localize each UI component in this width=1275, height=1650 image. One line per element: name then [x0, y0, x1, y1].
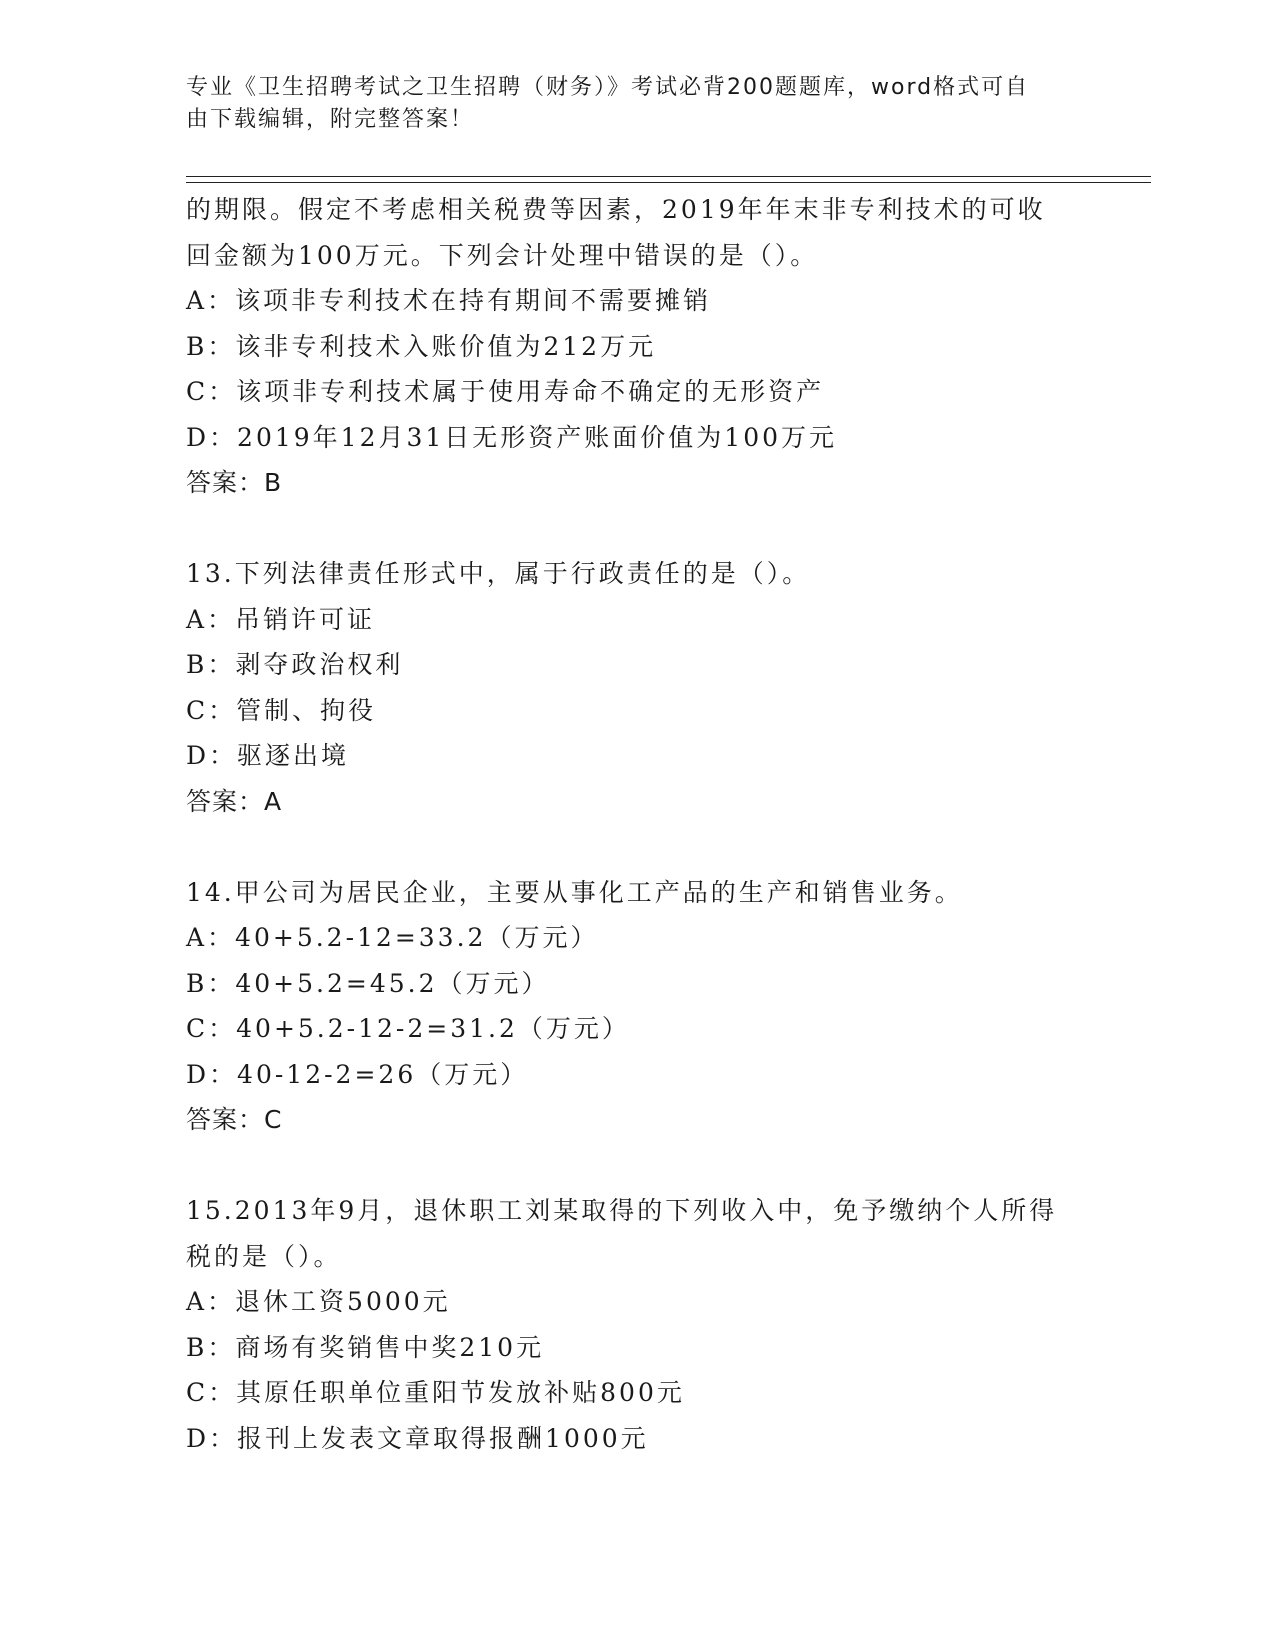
- question-stem-line: 14.甲公司为居民企业，主要从事化工产品的生产和销售业务。: [186, 877, 963, 907]
- option-a: A：退休工资5000元: [186, 1287, 451, 1316]
- option-a: A：40+5.2-12=33.2（万元）: [186, 923, 599, 952]
- header-line-1: 专业《卫生招聘考试之卫生招聘（财务）》考试必背200题题库，word格式可自: [186, 75, 1030, 100]
- option-b: B：40+5.2=45.2（万元）: [186, 968, 550, 998]
- document-header: [186, 72, 1066, 136]
- header-rule-bottom: [186, 182, 1151, 183]
- option-c: C：其原任职单位重阳节发放补贴800元: [186, 1378, 685, 1407]
- question-14: [186, 870, 1086, 1143]
- option-b: B：商场有奖销售中奖210元: [186, 1332, 545, 1362]
- spacer: [186, 1143, 1086, 1189]
- answer-line: 答案：A: [186, 786, 283, 816]
- question-stem-line: 15.2013年9月，退休职工刘某取得的下列收入中，免予缴纳个人所得: [186, 1196, 1058, 1225]
- option-d: D：报刊上发表文章取得报酬1000元: [186, 1423, 649, 1453]
- option-c: C：40+5.2-12-2=31.2（万元）: [186, 1014, 630, 1043]
- question-15: [186, 1188, 1086, 1461]
- spacer: [186, 824, 1086, 870]
- question-12: [186, 187, 1086, 506]
- option-c: C：该项非专利技术属于使用寿命不确定的无形资产: [186, 377, 825, 406]
- option-d: D：2019年12月31日无形资产账面价值为100万元: [186, 422, 838, 452]
- option-d: D：40-12-2=26（万元）: [186, 1059, 529, 1089]
- option-b: B：该非专利技术入账价值为212万元: [186, 331, 657, 361]
- option-c: C：管制、拘役: [186, 695, 377, 725]
- question-stem-line: 的期限。假定不考虑相关税费等因素，2019年年末非专利技术的可收: [186, 195, 1046, 224]
- document-body: [186, 187, 1086, 1461]
- header-rule-top: [186, 176, 1151, 177]
- option-a: A：吊销许可证: [186, 604, 376, 634]
- question-stem-line: 回金额为100万元。下列会计处理中错误的是（）。: [186, 240, 819, 270]
- option-d: D：驱逐出境: [186, 741, 350, 770]
- answer-line: 答案：B: [186, 468, 283, 497]
- answer-line: 答案：C: [186, 1105, 283, 1134]
- question-stem-line: 13.下列法律责任形式中，属于行政责任的是（）。: [186, 559, 811, 588]
- spacer: [186, 506, 1086, 552]
- question-13: [186, 551, 1086, 824]
- option-a: A：该项非专利技术在持有期间不需要摊销: [186, 286, 712, 315]
- option-b: B：剥夺政治权利: [186, 650, 404, 679]
- header-line-2: 由下载编辑，附完整答案！: [186, 107, 475, 132]
- question-stem-line: 税的是（）。: [186, 1241, 342, 1271]
